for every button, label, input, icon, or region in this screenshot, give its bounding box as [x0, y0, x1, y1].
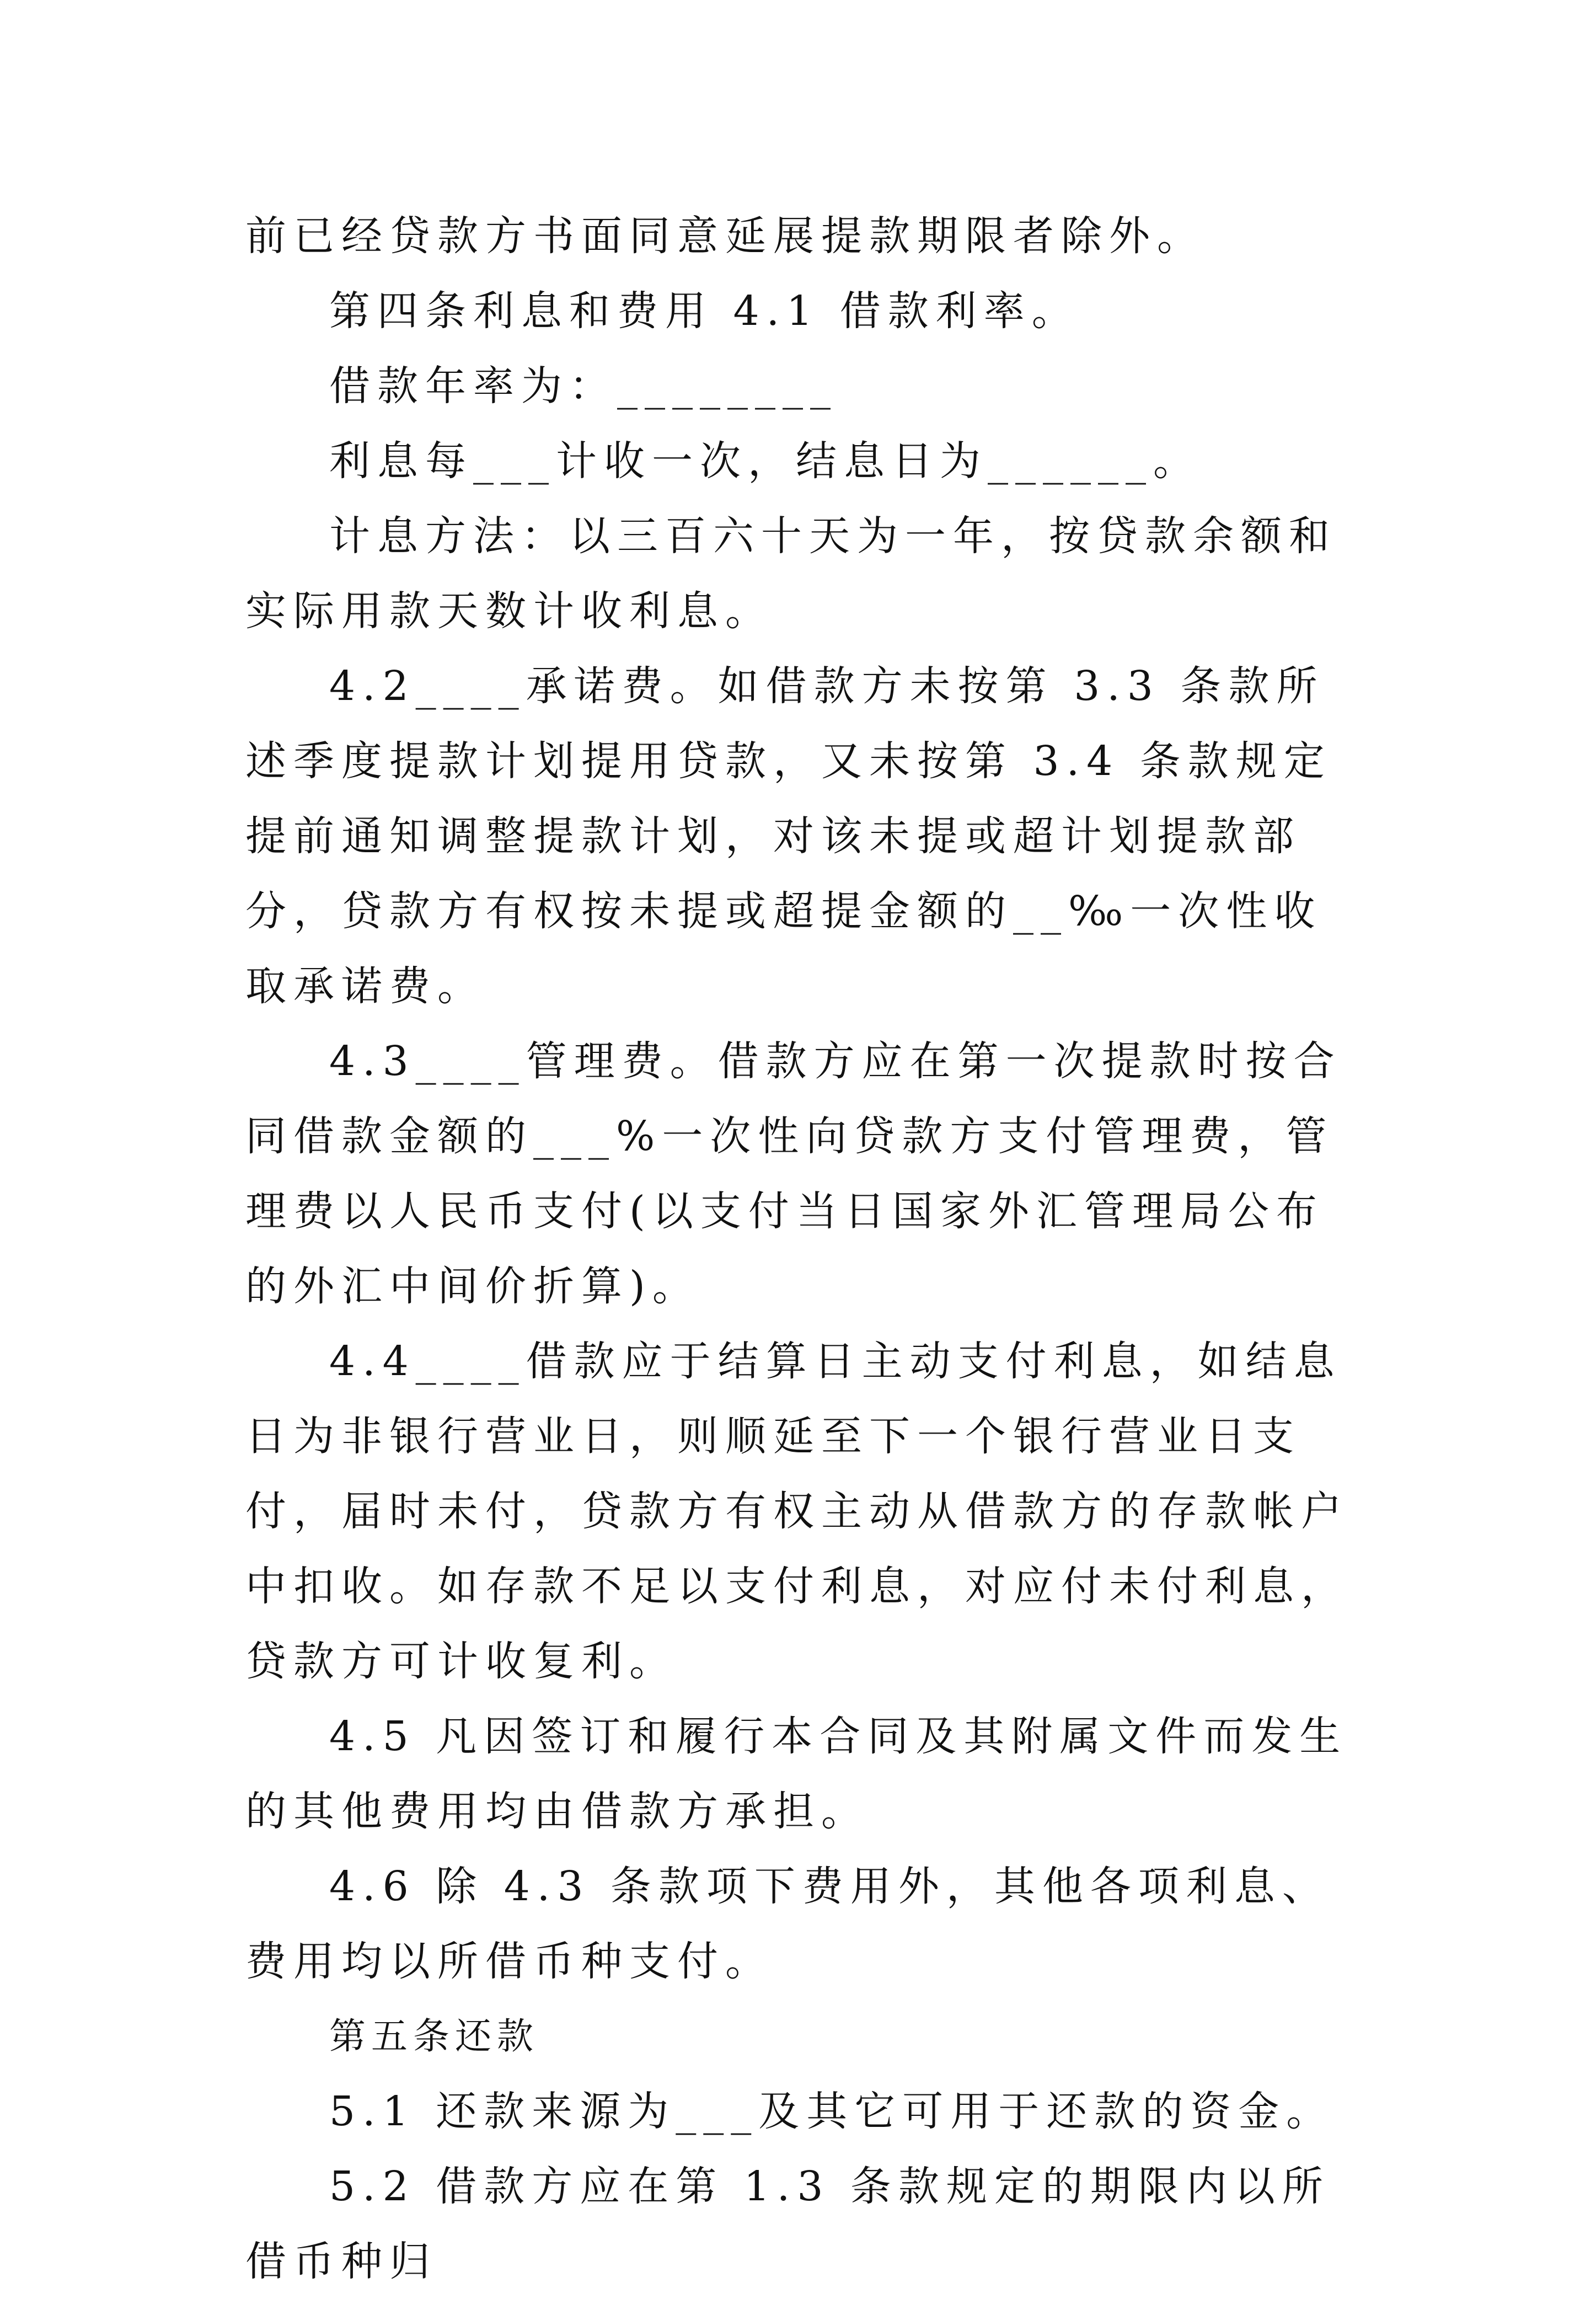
document-body	[245, 199, 1365, 2299]
clause-5-1: 5.1 还款来源为___及其它可用于还款的资金。	[329, 2088, 1335, 2135]
article-5-heading: 第五条还款	[329, 2015, 539, 2057]
clause-5-2: 5.2 借款方应在第 1.3 条款规定的期限内以所借币种归	[245, 2163, 1330, 2285]
clause-4-2: 4.2____承诺费。如借款方未按第 3.3 条款所述季度提款计划提用贷款，又未按第 3.4 条款规定提前通知调整提款计划，对该未提或超计划提款部分，贷款方有权按未提或超提金额的__‰一次性收取承诺费。	[245, 662, 1332, 1010]
paragraph: 前已经贷款方书面同意延展提款期限者除外。	[245, 212, 1205, 260]
clause-4-5: 4.5 凡因签订和履行本合同及其附属文件而发生的其他费用均由借款方承担。	[245, 1713, 1348, 1835]
paragraph: 计息方法：以三百六十天为一年，按贷款余额和实际用款天数计收利息。	[245, 512, 1337, 635]
clause-4-6: 4.6 除 4.3 条款项下费用外，其他各项利息、费用均以所借币种支付。	[245, 1863, 1330, 1985]
clause-4-3: 4.3____管理费。借款方应在第一次提款时按合同借款金额的___%一次性向贷款方支付管理费，管理费以人民币支付(以支付当日国家外汇管理局公布的外汇中间价折算)。	[245, 1038, 1342, 1310]
clause-4-4: 4.4____借款应于结算日主动支付利息，如结息日为非银行营业日，则顺延至下一个银行营业日支付，届时未付，贷款方有权主动从借款方的存款帐户中扣收。如存款不足以支付利息，对应付未付利息，贷款方可计收复利。	[245, 1338, 1349, 1685]
paragraph: 借款年率为：________	[329, 362, 838, 410]
article-4-heading: 第四条利息和费用 4.1 借款利率。	[329, 287, 1080, 335]
paragraph: 利息每___计收一次，结息日为______。	[329, 437, 1201, 485]
